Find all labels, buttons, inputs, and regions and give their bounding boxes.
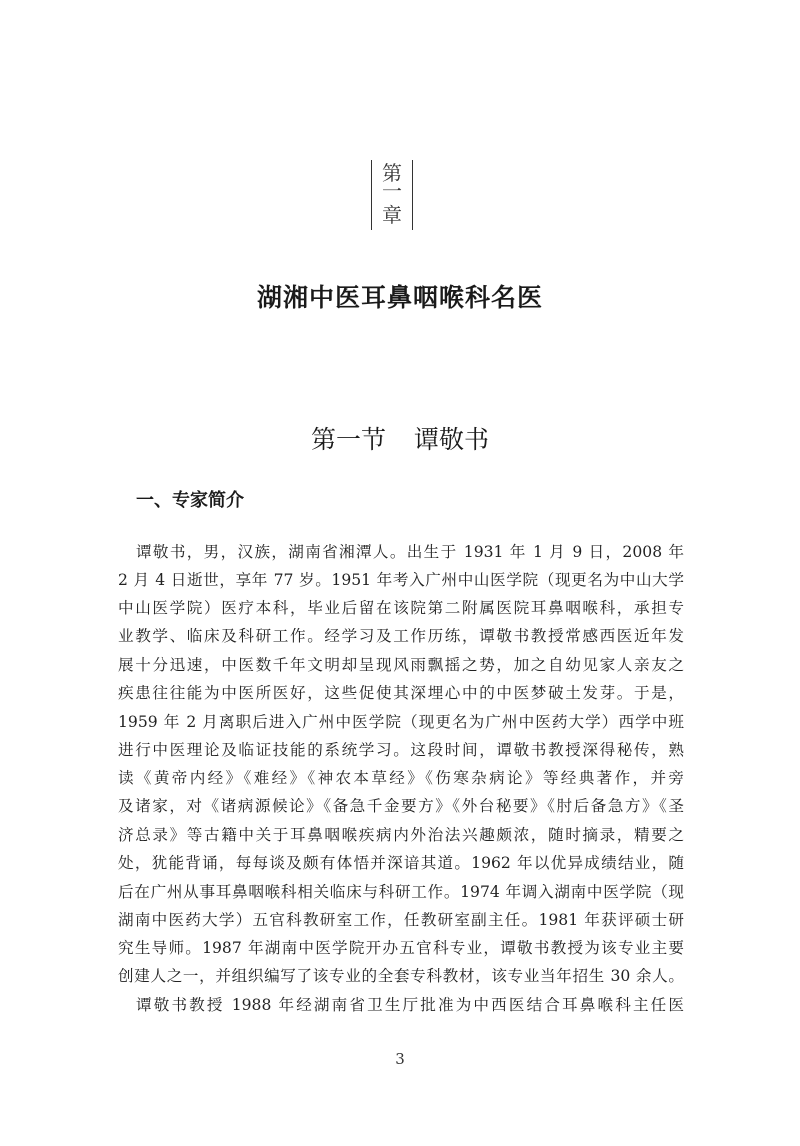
page-number: 3 (395, 1050, 405, 1068)
chapter-mark-char: 一 (382, 179, 402, 203)
subheading: 一、专家简介 (136, 490, 244, 511)
section-number: 第一节 (310, 425, 386, 454)
body-line: 处，犹能背诵，每每谈及颇有体悟并深谙其道。1962 年以优异成绩结业，随 (118, 854, 684, 872)
body-line: 2 月 4 日逝世，享年 77 岁。1951 年考入广州中山医学院（现更名为中山大学 (118, 571, 684, 589)
body-line: 1959 年 2 月离职后进入广州中医学院（现更名为广州中医药大学）西学中班 (118, 713, 684, 731)
body-line: 究生导师。1987 年湖南中医学院开办五官科专业，谭敬书教授为该专业主要 (118, 939, 684, 957)
body-line: 进行中医理论及临证技能的系统学习。这段时间，谭敬书教授深得秘传，熟 (118, 741, 684, 759)
body-line: 疾患往往能为中医所医好，这些促使其深埋心中的中医梦破土发芽。于是， (118, 684, 684, 702)
body-line: 济总录》等古籍中关于耳鼻咽喉疾病内外治法兴趣颇浓，随时摘录，精要之 (118, 826, 684, 844)
body-line: 展十分迅速，中医数千年文明却呈现风雨飘摇之势，加之自幼见家人亲友之 (118, 656, 684, 674)
body-line: 读《黄帝内经》《难经》《神农本草经》《伤寒杂病论》等经典著作，并旁 (118, 769, 684, 787)
chapter-mark-char: 章 (382, 203, 402, 227)
body-line: 创建人之一，并组织编写了该专业的全套专科教材，该专业当年招生 30 余人。 (118, 967, 684, 985)
section-title (0, 420, 800, 456)
chapter-title: 湖湘中医耳鼻咽喉科名医 (256, 283, 543, 312)
body-line: 中山医学院）医疗本科，毕业后留在该院第二附属医院耳鼻咽喉科，承担专 (118, 599, 684, 617)
body-line: 后在广州从事耳鼻咽喉科相关临床与科研工作。1974 年调入湖南中医学院（现 (118, 883, 684, 901)
body-line: 业教学、临床及科研工作。经学习及工作历练，谭敬书教授常感西医近年发 (118, 627, 684, 645)
body-line: 谭敬书，男，汉族，湖南省湘潭人。出生于 1931 年 1 月 9 日，2008 年 (136, 543, 684, 561)
section-name: 谭敬书 (414, 425, 490, 454)
chapter-mark (371, 160, 413, 230)
chapter-mark-char: 第 (382, 161, 402, 185)
body-line: 湖南中医药大学）五官科教研室工作，任教研室副主任。1981 年获评硕士研 (118, 911, 684, 929)
body-line: 谭敬书教授 1988 年经湖南省卫生厅批准为中西医结合耳鼻喉科主任医 (136, 996, 684, 1014)
body-line: 及诸家，对《诸病源候论》《备急千金要方》《外台秘要》《肘后备急方》《圣 (118, 797, 684, 815)
